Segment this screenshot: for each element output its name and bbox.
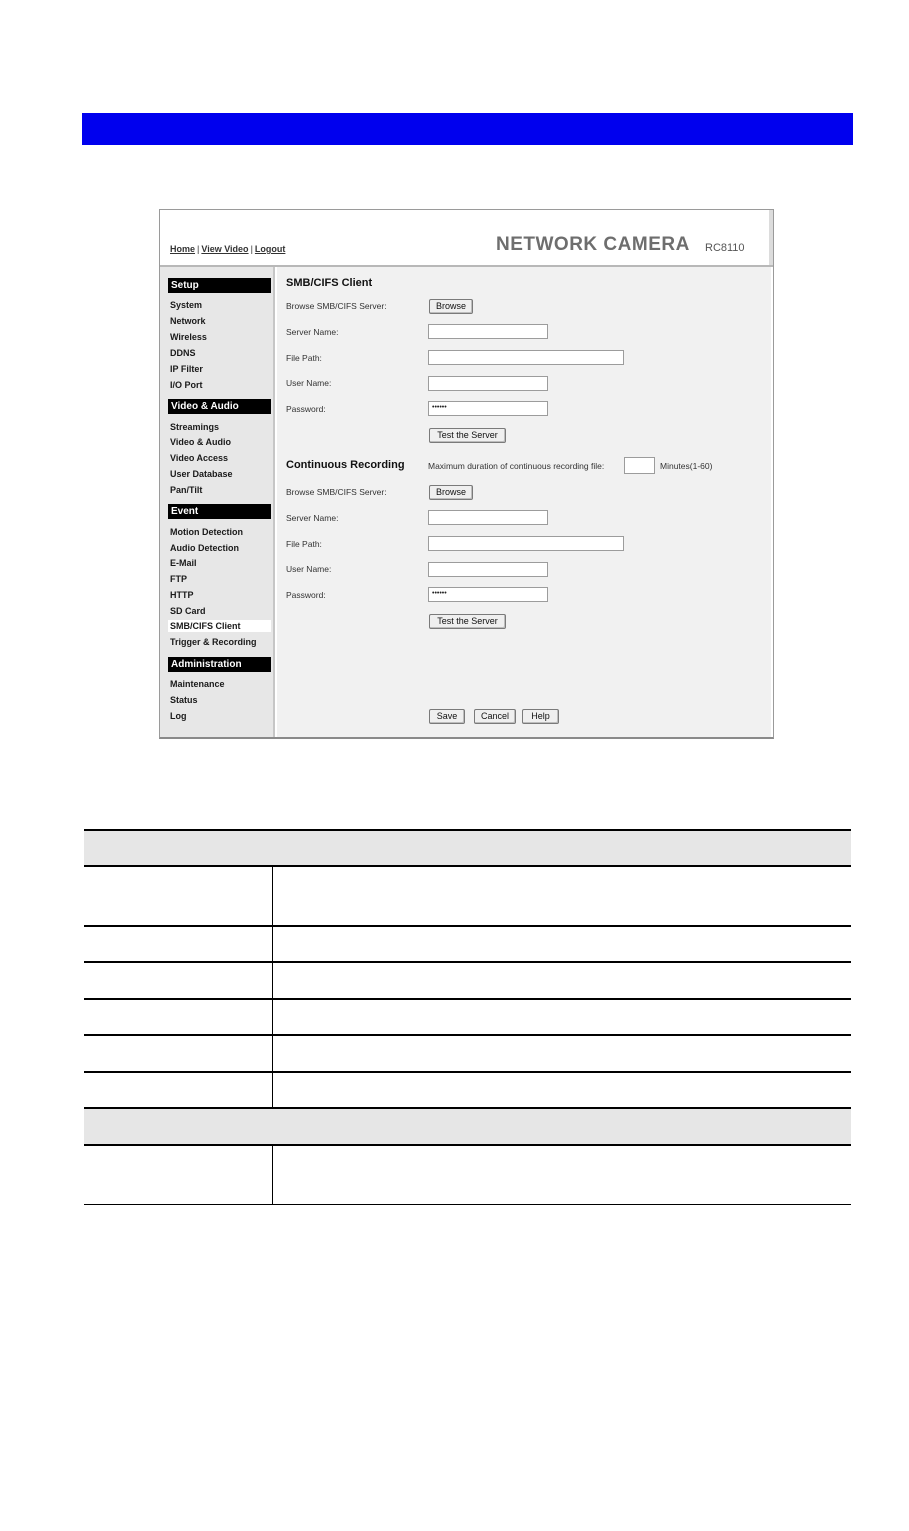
smb-password-label: Password: <box>286 404 326 414</box>
table-section-header <box>84 1109 851 1146</box>
sidebar-item-video-audio[interactable]: Video & Audio <box>170 437 232 447</box>
table-row <box>84 1073 851 1109</box>
table-section-header <box>84 829 851 867</box>
smb-file-path-input[interactable] <box>428 350 624 365</box>
sidebar-item-smb-cifs-client[interactable]: SMB/CIFS Client <box>168 620 271 632</box>
nav-separator: | <box>250 244 253 254</box>
sidebar-item-maintenance[interactable]: Maintenance <box>170 679 225 689</box>
sidebar-item-streamings[interactable]: Streamings <box>170 422 220 432</box>
smb-section-title: SMB/CIFS Client <box>286 277 373 289</box>
sidebar-item-system[interactable]: System <box>170 300 203 310</box>
cr-browse-label: Browse SMB/CIFS Server: <box>286 487 387 497</box>
sidebar <box>160 267 275 739</box>
sidebar-item-ftp[interactable]: FTP <box>170 574 187 584</box>
help-button[interactable]: Help <box>522 709 559 724</box>
smb-test-server-button[interactable]: Test the Server <box>429 428 506 443</box>
sidebar-item-network[interactable]: Network <box>170 316 206 326</box>
sidebar-heading-administration: Administration <box>168 657 271 672</box>
cancel-button[interactable]: Cancel <box>474 709 516 724</box>
smb-user-name-label: User Name: <box>286 378 332 388</box>
table-cell-label <box>84 1036 273 1071</box>
max-duration-label: Maximum duration of continuous recording file: <box>428 461 605 471</box>
sidebar-item-ddns[interactable]: DDNS <box>170 348 196 358</box>
cr-server-name-input[interactable] <box>428 510 548 525</box>
table-cell-label <box>84 963 273 998</box>
table-row <box>84 927 851 963</box>
smb-server-name-input[interactable] <box>428 324 548 339</box>
smb-user-name-input[interactable] <box>428 376 548 391</box>
table-row <box>84 963 851 1000</box>
sidebar-item-pan-tilt[interactable]: Pan/Tilt <box>170 485 203 495</box>
cr-user-name-input[interactable] <box>428 562 548 577</box>
table-cell-label <box>84 927 273 961</box>
sidebar-heading-event: Event <box>168 504 271 519</box>
sidebar-item-http[interactable]: HTTP <box>170 590 194 600</box>
table-cell-label <box>84 1000 273 1034</box>
table-row <box>84 1146 851 1205</box>
camera-ui-screenshot <box>159 209 774 739</box>
sidebar-item-audio-detection[interactable]: Audio Detection <box>170 543 239 553</box>
smb-browse-button[interactable]: Browse <box>429 299 473 314</box>
smb-server-name-label: Server Name: <box>286 327 339 337</box>
view-video-link[interactable]: View Video <box>201 244 249 254</box>
smb-browse-label: Browse SMB/CIFS Server: <box>286 301 387 311</box>
sidebar-item-wireless[interactable]: Wireless <box>170 332 207 342</box>
smb-file-path-label: File Path: <box>286 353 322 363</box>
brand-title: NETWORK CAMERA <box>496 234 690 255</box>
cr-test-server-button[interactable]: Test the Server <box>429 614 506 629</box>
camera-header <box>160 210 773 267</box>
sidebar-item-sd-card[interactable]: SD Card <box>170 606 206 616</box>
main-content <box>277 267 771 739</box>
sidebar-item-log[interactable]: Log <box>170 711 187 721</box>
cr-file-path-input[interactable] <box>428 536 624 551</box>
cr-browse-button[interactable]: Browse <box>429 485 473 500</box>
cr-password-input[interactable]: •••••• <box>428 587 548 602</box>
sidebar-item-ip-filter[interactable]: IP Filter <box>170 364 203 374</box>
sidebar-item-io-port[interactable]: I/O Port <box>170 380 203 390</box>
cr-user-name-label: User Name: <box>286 564 332 574</box>
max-duration-input[interactable] <box>624 457 655 474</box>
sidebar-heading-setup: Setup <box>168 278 271 293</box>
table-row <box>84 1000 851 1036</box>
sidebar-item-motion-detection[interactable]: Motion Detection <box>170 527 243 537</box>
smb-password-input[interactable]: •••••• <box>428 401 548 416</box>
sidebar-item-status[interactable]: Status <box>170 695 198 705</box>
table-cell-label <box>84 1146 273 1204</box>
minutes-range-label: Minutes(1-60) <box>660 461 713 471</box>
table-cell-label <box>84 867 273 925</box>
home-link[interactable]: Home <box>170 244 196 254</box>
cr-password-label: Password: <box>286 590 326 600</box>
table-cell-label <box>84 1073 273 1107</box>
cr-server-name-label: Server Name: <box>286 513 339 523</box>
chapter-heading-bar <box>82 113 853 145</box>
table-row <box>84 1036 851 1073</box>
sidebar-item-user-database[interactable]: User Database <box>170 469 233 479</box>
save-button[interactable]: Save <box>429 709 465 724</box>
continuous-recording-title: Continuous Recording <box>286 459 405 471</box>
header-edge <box>769 210 773 265</box>
sidebar-item-trigger-recording[interactable]: Trigger & Recording <box>170 637 257 647</box>
table-row <box>84 867 851 927</box>
top-nav <box>170 244 285 254</box>
sidebar-item-email[interactable]: E-Mail <box>170 558 197 568</box>
sidebar-item-video-access[interactable]: Video Access <box>170 453 229 463</box>
model-number: RC8110 <box>705 242 745 254</box>
nav-separator: | <box>197 244 200 254</box>
sidebar-heading-video-audio: Video & Audio <box>168 399 271 414</box>
logout-link[interactable]: Logout <box>254 244 286 254</box>
cr-file-path-label: File Path: <box>286 539 322 549</box>
